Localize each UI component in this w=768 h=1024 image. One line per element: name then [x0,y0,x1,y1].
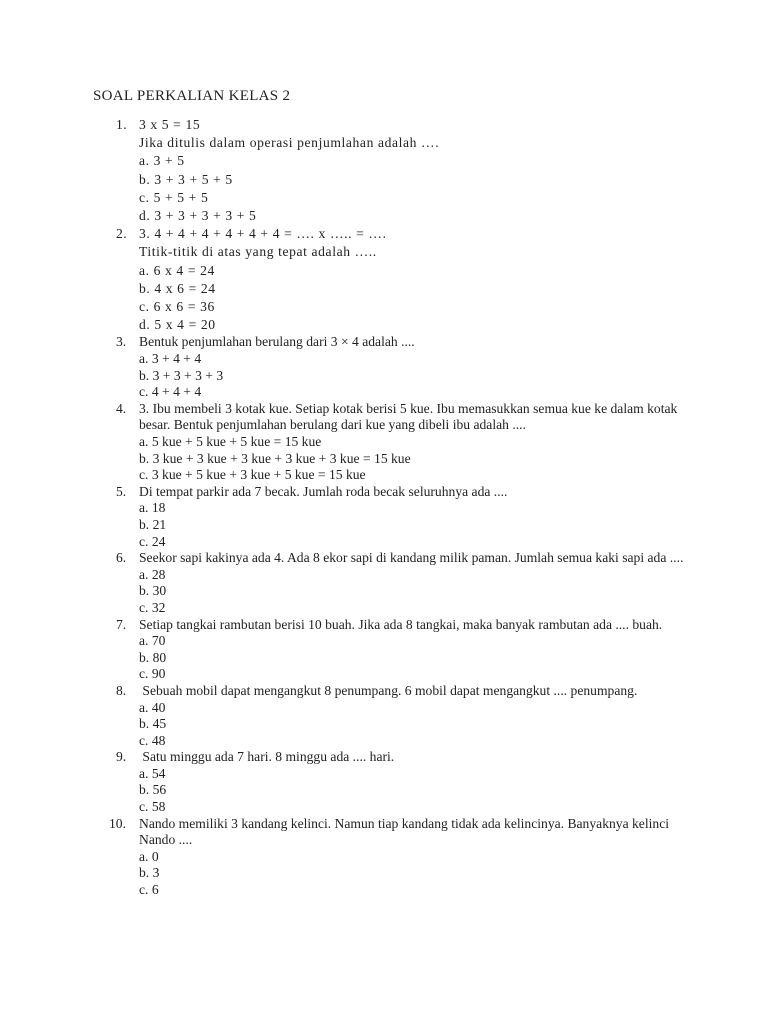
question-stem: Di tempat parkir ada 7 becak. Jumlah roda becak seluruhnya ada .... [139,483,508,499]
answer-option-a: a. 6 x 4 = 24 [139,262,215,278]
question-stem: Seekor sapi kakinya ada 4. Ada 8 ekor sapi di kandang milik paman. Jumlah semua kaki sapi ada .... [139,550,684,566]
answer-option-a: a. 40 [139,699,166,715]
answer-option-b: b. 3 + 3 + 3 + 3 [139,367,224,383]
question-number: 6. [116,550,127,566]
question-stem: Nando memiliki 3 kandang kelinci. Namun tiap kandang tidak ada kelincinya. Banyaknya kelinci Nando .... [139,815,670,848]
question-number: 3. [116,334,127,350]
answer-option-c: c. 3 kue + 5 kue + 3 kue + 5 kue = 15 kue [139,467,366,483]
question-1 [0,116,768,225]
answer-option-b: b. 21 [139,516,167,532]
question-number: 1. [116,117,128,132]
question-8 [0,683,768,749]
answer-option-b: b. 80 [139,649,167,665]
answer-option-c: c. 5 + 5 + 5 [139,189,209,205]
answer-option-b: b. 45 [139,716,167,732]
answer-option-c: c. 24 [139,533,166,549]
question-10 [0,816,768,899]
answer-option-a: a. 54 [139,765,166,781]
question-stem: 3. Ibu membeli 3 kotak kue. Setiap kotak berisi 5 kue. Ibu memasukkan semua kue ke dalam kotak besar. Bentuk penjumlahan berulang dari kue yang dibeli ibu adalah .... [139,400,678,433]
answer-option-b: b. 4 x 6 = 24 [139,280,216,296]
answer-option-a: a. 0 [139,848,159,864]
answer-option-b: b. 30 [139,583,167,599]
question-4 [0,401,768,484]
answer-option-b: b. 3 kue + 3 kue + 3 kue + 3 kue + 3 kue = 15 kue [139,450,411,466]
question-stem: Satu minggu ada 7 hari. 8 minggu ada .... hari. [139,749,395,765]
answer-option-c: c. 58 [139,799,166,815]
answer-option-c: c. 90 [139,666,166,682]
answer-option-c: c. 48 [139,732,166,748]
answer-option-a: a. 18 [139,500,166,516]
question-number: 4. [116,400,127,416]
answer-option-b: b. 3 + 3 + 5 + 5 [139,171,233,187]
question-number: 5. [116,483,127,499]
question-stem: Bentuk penjumlahan berulang dari 3 × 4 adalah .... [139,334,415,350]
answer-option-a: a. 70 [139,633,166,649]
answer-option-d: d. 5 x 4 = 20 [139,317,216,333]
question-number: 10. [109,815,126,831]
answer-option-b: b. 56 [139,782,167,798]
question-stem: 3 x 5 = 15 [139,117,201,132]
answer-option-c: c. 6 [139,882,159,898]
question-stem: Setiap tangkai rambutan berisi 10 buah. Jika ada 8 tangkai, maka banyak rambutan ada .... buah. [139,616,663,632]
question-6 [0,550,768,616]
question-3 [0,334,768,400]
answer-option-a: a. 5 kue + 5 kue + 5 kue = 15 kue [139,434,322,449]
answer-option-a: a. 28 [139,566,166,582]
question-number: 9. [116,749,127,765]
question-number: 2. [116,226,128,242]
answer-option-a: a. 3 + 5 [139,153,185,169]
answer-option-c: c. 6 x 6 = 36 [139,299,215,315]
answer-option-b: b. 3 [139,865,160,881]
question-stem: Jika ditulis dalam operasi penjumlahan adalah …. [139,135,440,151]
question-7 [0,617,768,683]
question-2 [0,225,768,334]
answer-option-a: a. 3 + 4 + 4 [139,351,202,367]
answer-option-c: c. 32 [139,599,166,615]
question-number: 8. [116,682,127,698]
answer-option-d: d. 3 + 3 + 3 + 3 + 5 [139,208,257,224]
question-stem: Sebuah mobil dapat mengangkut 8 penumpang. 6 mobil dapat mengangkut .... penumpang. [139,682,638,698]
document-title: SOAL PERKALIAN KELAS 2 [93,88,291,104]
question-number: 7. [116,616,127,632]
answer-option-c: c. 4 + 4 + 4 [139,384,202,400]
question-9 [0,749,768,815]
question-5 [0,484,768,550]
question-stem: Titik-titik di atas yang tepat adalah ….. [139,244,377,260]
question-list [0,116,768,899]
question-stem: 3. 4 + 4 + 4 + 4 + 4 + 4 = …. x ….. = …. [139,226,387,242]
